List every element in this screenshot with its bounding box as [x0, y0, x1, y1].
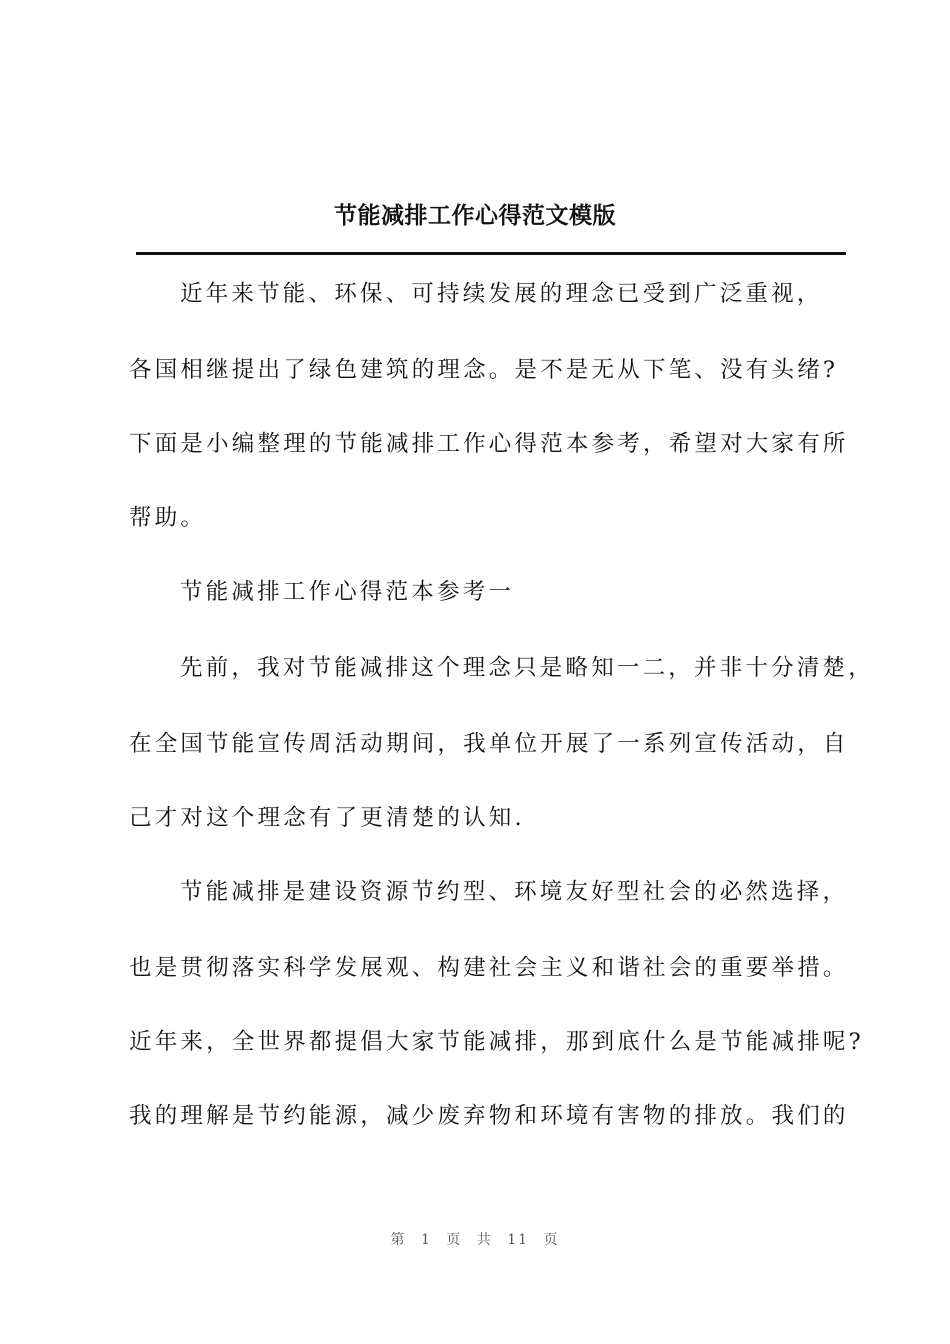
- paragraph-line: 也是贯彻落实科学发展观、构建社会主义和谐社会的重要举措。: [129, 955, 849, 981]
- paragraph-line: 先前，我对节能减排这个理念只是略知一二，并非十分清楚，: [180, 655, 874, 681]
- paragraph-line: 帮助。: [129, 505, 207, 531]
- paragraph-line: 我的理解是节约能源，减少废弃物和环境有害物的排放。我们的: [129, 1103, 849, 1129]
- paragraph-line: 近年来，全世界都提倡大家节能减排，那到底什么是节能减排呢?: [129, 1029, 864, 1055]
- section-heading: 节能减排工作心得范本参考一: [180, 579, 515, 605]
- paragraph-line: 在全国节能宣传周活动期间，我单位开展了一系列宣传活动，自: [129, 731, 849, 757]
- paragraph-line: 各国相继提出了绿色建筑的理念。是不是无从下笔、没有头绪?: [129, 357, 839, 383]
- paragraph-line: 近年来节能、环保、可持续发展的理念已受到广泛重视，: [180, 281, 823, 307]
- paragraph-line: 节能减排是建设资源节约型、环境友好型社会的必然选择，: [180, 879, 849, 905]
- page-indicator: 第 1 页 共 11 页: [390, 1232, 560, 1248]
- paragraph-line: 下面是小编整理的节能减排工作心得范本参考，希望对大家有所: [129, 431, 849, 457]
- paragraph-line: 己才对这个理念有了更清楚的认知.: [129, 805, 525, 831]
- title-divider: [136, 252, 846, 255]
- document-title: 节能减排工作心得范文模版: [334, 202, 616, 229]
